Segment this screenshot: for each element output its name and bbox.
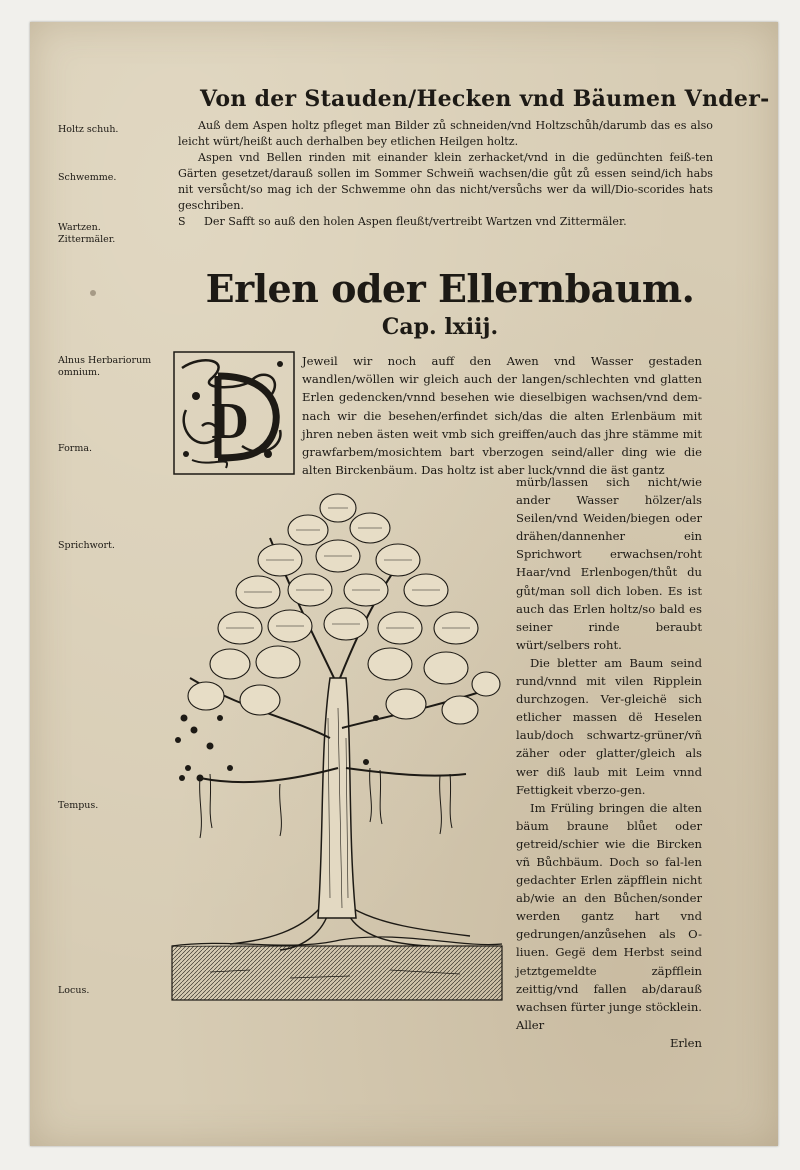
ink-spot bbox=[90, 290, 96, 296]
drop-initial-letter: D bbox=[211, 393, 249, 450]
main-paragraph: Jeweil wir noch auff den Awen vnd Wasser gestaden wandlen/wöllen wir gleich auch der langen/schlechten vnd glatten Erlen gedencken/vnnd besehen wie dieselbigen wachsen/vnd dem-nach wir die besehen/erfindet sich/das die alten Erlenbäum mit jhren neben ästen weit vmb sich greiffen/auch das jhre stämme mit grawfarbem/mosichtem bart vberzogen seind/aller ding wie die alten Birckenbäum. Das holtz ist aber luck/vnnd die äst gantz bbox=[302, 354, 702, 478]
running-head: Von der Stauden/Hecken vnd Bäumen Vnder- bbox=[200, 86, 770, 112]
margin-note-forma: Forma. bbox=[58, 443, 93, 454]
margin-note-sprichwort: Sprichwort. bbox=[58, 540, 115, 551]
margin-note-locus: Locus. bbox=[58, 985, 90, 996]
column-paragraph: mürb/lassen sich nicht/wie ander Wasser hölzer/als Seilen/vnd Weiden/biegen oder drähen/dannenher ein Sprichwort erwachsen/roht Haar/vnd Erlenbogen/thůt du gůt/man soll dich loben. Es ist auch das Erlen holtz/so bald es seiner rinde beraubt würt/selbers roht. bbox=[516, 475, 702, 652]
chapter-number: Cap. lxiij. bbox=[381, 314, 499, 340]
margin-note-wartzen: Wartzen. Zittermäler. bbox=[58, 222, 116, 245]
catchword: Erlen bbox=[669, 1035, 702, 1050]
margin-note-schwemme: Schwemme. bbox=[58, 172, 117, 183]
top-paragraph: Auß dem Aspen holtz pfleget man Bilder zů schneiden/vnd Holtzschůh/darumb das es also leicht würt/heißt auch derhalben bey etlichen Heilgen holtz. bbox=[178, 119, 713, 148]
drop-initial-ornament bbox=[172, 350, 296, 476]
tree-trunk bbox=[318, 678, 356, 918]
section-marker: S bbox=[178, 215, 186, 228]
top-paragraph: Aspen vnd Bellen rinden mit einander klein zerhacket/vnd in die gedünchten feiß-ten Gärten gesetzet/darauß sollen im Sommer Schweiñ wachsen/die gůt zů essen seind/ich habs nit versůcht/so mag ich der Schwemme ohn das nicht/versůchs wer da will/Dio-scorides hats geschriben. bbox=[178, 151, 713, 212]
alder-tree-woodcut bbox=[170, 478, 506, 1003]
margin-note-tempus: Tempus. bbox=[58, 800, 99, 811]
top-text-block bbox=[178, 118, 713, 230]
chapter-title: Erlen oder Ellernbaum. bbox=[205, 266, 695, 311]
right-column-text bbox=[516, 473, 702, 1052]
ground-block bbox=[172, 937, 502, 1000]
margin-note-holtzschuh: Holtz schuh. bbox=[58, 124, 119, 135]
column-paragraph: Im Früling bringen die alten bäum braune blůet oder getreid/schier wie die Bircken vñ Bůchbäum. Doch so fal-len gedachter Erlen zäpfflein nicht ab/wie an den Bůchen/sonder werden gantz hart vnd gedrungen/anzůsehen als O-liuen. Gegë dem Herbst seind jetztgemeldte zäpfflein zeittig/vnd fallen ab/darauß wachsen fürter junge stöcklein. Aller bbox=[516, 800, 702, 1032]
column-paragraph: Die bletter am Baum seind rund/vnnd mit vilen Ripplein durchzogen. Ver-gleichë sich etlicher massen dë Heselen laub/doch schwartz-grüner/vñ zäher oder glatter/gleich als wer diß laub mit Leim vnnd Fettigkeit vberzo-gen. bbox=[516, 655, 702, 797]
margin-note-alnus: Alnus Herbariorum omnium. bbox=[58, 355, 152, 378]
top-last-line bbox=[178, 214, 713, 230]
top-last-line-text: Der Safft so auß den holen Aspen fleußt/vertreibt Wartzen vnd Zittermäler. bbox=[204, 215, 627, 228]
